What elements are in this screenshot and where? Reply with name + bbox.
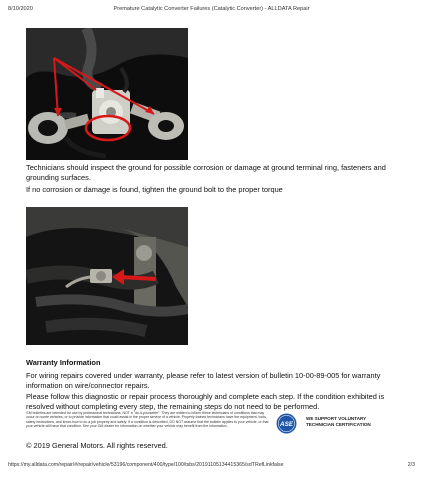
copyright-notice: © 2019 General Motors. All rights reserved. xyxy=(26,441,168,450)
document-title: Premature Catalytic Converter Failures (Catalytic Converter) - ALLDATA Repair xyxy=(113,6,310,12)
warranty-paragraph: For wiring repairs covered under warranty, please refer to latest version of bulletin 10-00-89-005 for warranty information on wire/connector repairs. xyxy=(26,371,381,390)
print-date: 8/10/2020 xyxy=(8,6,33,12)
tighten-paragraph: If no corrosion or damage is found, tighten the ground bolt to the proper torque xyxy=(26,185,283,194)
certification-line-2: TECHNICIAN CERTIFICATION xyxy=(306,422,371,427)
procedure-paragraph: Please follow this diagnostic or repair process thoroughly and complete each step. If the condition exhibited is resolved without completing every step, the remaining steps do not need to be performed. xyxy=(26,392,385,411)
page-number: 2/3 xyxy=(407,462,415,468)
ground-bolt-photo xyxy=(26,207,188,345)
inspect-paragraph: Technicians should inspect the ground for possible corrosion or damage at ground terminal ring, fasteners and grounding surfaces. xyxy=(26,163,386,182)
page-url: https://my.alldata.com/repair/#/repair/vehicle/53196/component/400/type/100/tsbs/20191105134415365/sdTRefLinkfalse xyxy=(8,462,284,468)
bulletin-disclaimer: GM bulletins are intended for use by professional technicians, NOT a "do-it-yourselfer". They are written to inform these technicians of conditions that may occur on some vehicles, or to provide information that could assist in the proper service of a vehicle. Properly trained technicians have the equipment, tools, safety instructions, and know-how to do a job properly and safely. If a condition is described, DO NOT assume that the bulletin applies to your vehicle, or that your vehicle will have that condition. See your GM dealer for information on whether your vehicle may benefit from the information. xyxy=(26,411,269,429)
certification-note xyxy=(306,416,398,428)
ground-terminal-photo xyxy=(26,28,188,160)
warranty-heading xyxy=(26,358,398,368)
ase-logo-icon xyxy=(276,413,297,434)
warranty-heading-text: Warranty Information xyxy=(26,358,101,367)
certification-line-1: WE SUPPORT VOLUNTARY xyxy=(306,416,367,421)
ase-logo-text: ASE xyxy=(280,420,293,428)
